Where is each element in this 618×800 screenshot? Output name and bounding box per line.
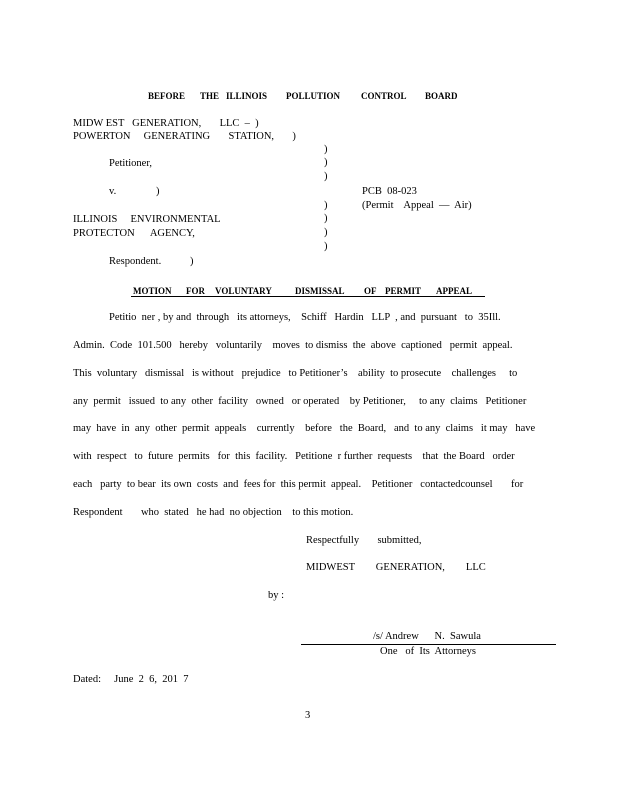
case-number: PCB 08-023 — [362, 186, 417, 197]
caption-versus: v. — [109, 186, 117, 197]
header-word-control: CONTROL — [361, 91, 407, 101]
caption-petitioner-name-line1: MIDW EST GENERATION, LLC – ) — [73, 118, 259, 129]
caption-paren: ) — [324, 213, 328, 224]
page-number: 3 — [305, 710, 311, 721]
body-line: This voluntary dismissal is without prejudice to Petitioner’s ability to prosecute challenges to — [73, 368, 518, 379]
appeal-type: (Permit Appeal — Air) — [362, 200, 472, 211]
signature-caption: One of Its Attorneys — [380, 646, 476, 657]
caption-respondent-paren: ) — [190, 256, 194, 267]
motion-title-word: APPEAL — [436, 286, 472, 296]
caption-respondent-name-line1: ILLINOIS ENVIRONMENTAL — [73, 214, 221, 225]
body-line: each party to bear its own costs and fees for this permit appeal. Petitioner contactedcounsel for — [73, 479, 524, 490]
caption-versus-paren: ) — [156, 186, 160, 197]
motion-title-word: PERMIT — [385, 286, 421, 296]
caption-petitioner-name-line2: POWERTON GENERATING STATION, ) — [73, 131, 296, 142]
caption-petitioner-label: Petitioner, — [109, 158, 153, 169]
signature-line — [301, 644, 556, 645]
motion-title-word: DISMISSAL — [295, 286, 345, 296]
header-word-the: THE — [200, 91, 220, 101]
motion-title-underline — [131, 296, 485, 297]
header-word-pollution: POLLUTION — [286, 91, 341, 101]
body-line: may have in any other permit appeals currently before the Board, and to any claims it may have — [73, 423, 536, 434]
body-line: any permit issued to any other facility owned or operated by Petitioner, to any claims Petitioner — [73, 396, 527, 407]
respectfully-submitted: Respectfully submitted, — [306, 535, 422, 546]
header-word-board: BOARD — [425, 91, 458, 101]
body-line: Admin. Code 101.500 hereby voluntarily moves to dismiss the above captioned permit appeal. — [73, 340, 513, 351]
caption-paren: ) — [324, 241, 328, 252]
body-line: Petitio ner , by and through its attorneys, Schiff Hardin LLP , and pursuant to 35Ill. — [109, 312, 501, 323]
body-line: Respondent who stated he had no objection to this motion. — [73, 507, 354, 518]
body-line: with respect to future permits for this facility. Petitione r further requests that the Board order — [73, 451, 515, 462]
dated-line: Dated: June 2 6, 201 7 — [73, 674, 189, 685]
by-label: by : — [268, 590, 285, 601]
header-word-illinois: ILLINOIS — [226, 91, 268, 101]
caption-respondent-name-line2: PROTECTON AGENCY, — [73, 228, 195, 239]
header-word-before: BEFORE — [148, 91, 186, 101]
signature: /s/ Andrew N. Sawula — [373, 631, 481, 642]
caption-paren: ) — [324, 227, 328, 238]
motion-title-word: OF — [364, 286, 377, 296]
firm-name: MIDWEST GENERATION, LLC — [306, 562, 486, 573]
motion-title-word: VOLUNTARY — [215, 286, 272, 296]
caption-paren: ) — [324, 144, 328, 155]
motion-title-word: FOR — [186, 286, 205, 296]
caption-paren: ) — [324, 200, 328, 211]
caption-paren: ) — [324, 157, 328, 168]
caption-respondent-label: Respondent. — [109, 256, 162, 267]
caption-paren: ) — [324, 171, 328, 182]
motion-title-word: MOTION — [133, 286, 172, 296]
